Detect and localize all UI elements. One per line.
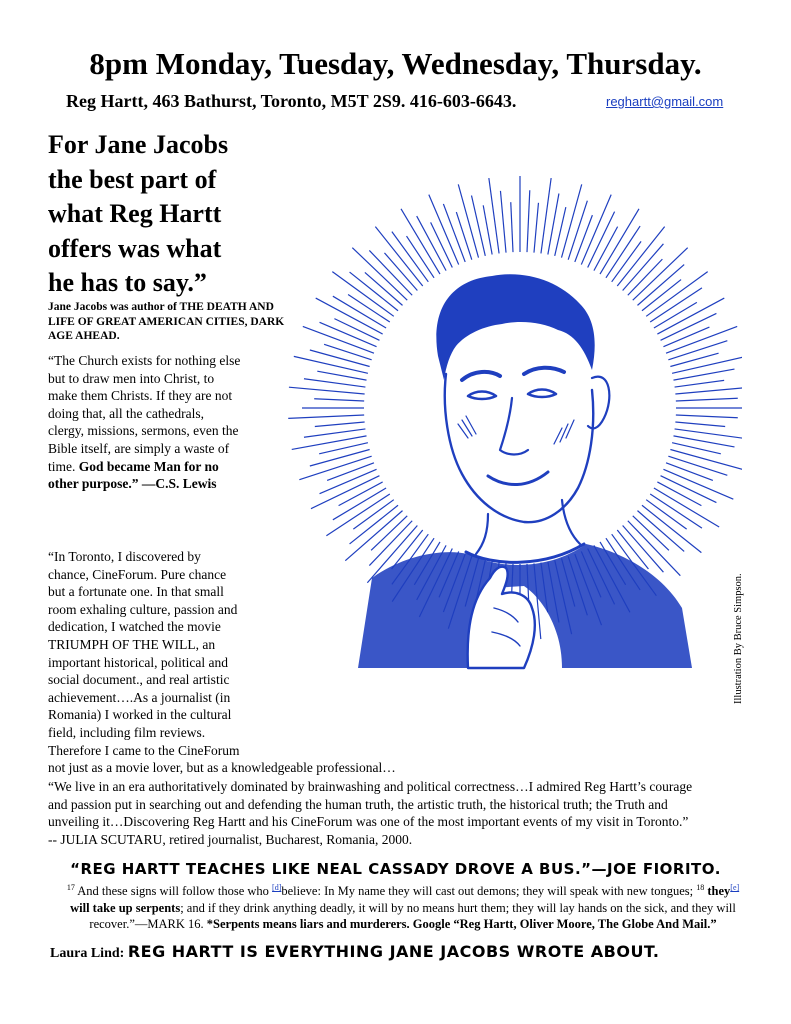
halo-ray (288, 415, 364, 418)
quote-line: what Reg Hartt (48, 199, 222, 228)
halo-ray (314, 399, 364, 401)
halo-ray (575, 215, 593, 262)
quote-line: important historical, political and (48, 654, 228, 670)
halo-ray (458, 184, 478, 257)
page-title: 8pm Monday, Tuesday, Wednesday, Thursday. (89, 46, 702, 81)
quote-line (48, 475, 263, 493)
scripture-text: recover.”—MARK 16. (89, 917, 207, 932)
halo-ray (431, 222, 453, 267)
quote-line: For Jane Jacobs (48, 130, 229, 159)
ear (588, 377, 609, 429)
scripture-text: And these signs will follow those who (74, 884, 273, 898)
halo-ray (327, 463, 374, 481)
halo-ray (289, 387, 365, 394)
halo-ray (675, 387, 742, 394)
quote-line: and passion put in searching out and defending the human truth, the artistic truth, the historical truth; the Truth and (48, 796, 668, 812)
footnote-link[interactable]: [d] (272, 882, 282, 892)
halo-ray (650, 288, 702, 322)
halo-ray (317, 371, 366, 380)
halo-ray (369, 521, 412, 566)
quote-line: chance, CineForum. Pure chance (48, 566, 227, 582)
halo-ray (483, 205, 492, 254)
halo-ray (637, 511, 684, 552)
halo-ray (675, 380, 725, 387)
scripture-note: *Serpents means liars and murderers. Google “Reg Hartt, Oliver Moore, The Globe And Mail.” (206, 917, 717, 932)
halo-ray (511, 202, 513, 252)
quote-emphasis: God became Man for no (78, 458, 219, 474)
halo-ray (456, 212, 471, 260)
brow-right (524, 368, 564, 374)
quote-line: dedication, I watched the movie (48, 619, 221, 635)
illustration-credit: Illustration By Bruce Simpson. (733, 573, 744, 704)
quote-line: Romania) I worked in the cultural (48, 707, 232, 723)
quote-line: doing that, all the cathedrals, (48, 405, 204, 421)
halo-ray (650, 494, 702, 528)
quote-line: Therefore I came to the CineForum (48, 742, 240, 758)
halo-ray (471, 195, 485, 255)
email-link[interactable]: reghartt@gmail.com (606, 94, 724, 109)
jacobs-author-note: Jane Jacobs was author of THE DEATH AND LIFE OF GREAT AMERICAN CITIES, DARK AGE AHEAD. (48, 301, 285, 342)
eye-right (528, 390, 556, 398)
fiorito-quote: “REG HARTT TEACHES LIKE NEAL CASSADY DROVE A BUS.”—JOE FIORITO. (70, 860, 721, 878)
halo-ray (315, 422, 365, 426)
quote-line: “In Toronto, I discovered by (48, 549, 201, 564)
halo-ray (666, 463, 713, 481)
eye-left (468, 392, 496, 400)
quote-line: unveiling it…Discovering Reg Hartt and his CineForum was one of the most important events of my visit in Toronto.” (48, 814, 689, 830)
halo-ray (663, 327, 709, 347)
halo-ray (668, 456, 727, 475)
halo-ray (657, 298, 724, 334)
quote-line: but to draw men into Christ, to (48, 370, 215, 386)
scripture-line (48, 916, 758, 933)
quote-text: time. (48, 458, 79, 474)
halo-ray (676, 415, 738, 418)
quote-line: the best part of (48, 164, 217, 194)
quote-line: TRIUMPH OF THE WILL, an (48, 636, 216, 652)
halo-ray (500, 191, 506, 253)
brow-left (462, 372, 500, 380)
halo-ray (292, 436, 367, 450)
halo-ray (311, 476, 379, 509)
address-line: Reg Hartt, 463 Bathurst, Toronto, M5T 2S9. 416-603-6643. (66, 91, 517, 111)
quote-line: offers was what (48, 233, 222, 263)
halo-ray (304, 379, 365, 387)
halo-ray (654, 488, 719, 527)
quote-slogan: REG HARTT IS EVERYTHING JANE JACOBS WROTE ABOUT. (127, 942, 660, 961)
quote-attribution: .” —C.S. Lewis (128, 476, 217, 492)
halo-ray (324, 344, 372, 359)
quote-line: achievement….As a journalist (in (48, 689, 231, 705)
halo-ray (672, 356, 742, 373)
quote-line: “The Church exists for nothing else (48, 353, 241, 368)
quote-emphasis: other purpose (48, 476, 129, 492)
halo-ray (304, 429, 365, 437)
halo-ray (637, 265, 684, 306)
halo-ray (668, 341, 727, 360)
halo-ray (670, 450, 742, 470)
verse-number: 17 (66, 882, 75, 892)
scripture-text: believe: In My name they will cast out demons; they will speak with new tongues; (281, 884, 697, 898)
quote-line: -- JULIA SCUTARU, retired journalist, Bucharest, Romania, 2000. (48, 831, 413, 847)
halo-ray (350, 272, 398, 311)
scripture-line (48, 900, 758, 917)
portrait-illustration (262, 108, 742, 698)
halo-ray (568, 201, 587, 260)
halo-ray (676, 398, 738, 401)
halo-ray (316, 298, 383, 334)
halo-ray (350, 505, 398, 544)
mouth (488, 472, 548, 485)
halo-ray (623, 244, 664, 291)
quote-line: he has to say.” (48, 268, 207, 297)
halo-ray (606, 226, 640, 278)
verse-number: 18 (696, 882, 705, 892)
halo-ray (600, 209, 639, 274)
quote-line: room exhaling culture, passion and (48, 601, 238, 617)
scripture-passage (48, 883, 758, 933)
halo-ray (527, 190, 530, 252)
halo-ray (369, 250, 412, 295)
halo-ray (392, 232, 428, 282)
scripture-emphasis: they (704, 884, 731, 898)
laura-lind-quote (50, 942, 660, 962)
nose (500, 398, 528, 455)
halo-ray (310, 450, 370, 466)
scutaru-quote-part2 (48, 778, 758, 848)
halo-ray (334, 319, 379, 341)
man-with-halo-icon (358, 274, 692, 668)
quote-line: social document., and real artistic (48, 672, 230, 688)
lewis-quote (48, 352, 263, 493)
quote-line: “We live in an era authoritatively dominated by brainwashing and political correctness…I admired Reg Hartt’s courage (48, 779, 693, 794)
halo-ray (401, 209, 440, 274)
quote-line: field, including film reviews. (48, 724, 206, 740)
scripture-text: ; and if they drink anything deadly, it will by no means hurt them; they will lay hands on the sick, and they will (180, 900, 736, 915)
quote-line: but a fortunate one. In that small (48, 584, 224, 600)
quote-line: make them Christs. If they are not (48, 388, 233, 404)
halo-ray (675, 422, 725, 426)
quote-line: clergy, missions, sermons, even the (48, 423, 239, 439)
scripture-line (48, 883, 758, 900)
quote-line: not just as a movie lover, but as a knowledgeable professional… (48, 760, 396, 776)
halo-ray (310, 350, 370, 366)
halo-ray (294, 356, 368, 373)
quote-line (48, 458, 263, 476)
footnote-link[interactable]: [e] (730, 882, 740, 892)
halo-ray (534, 203, 538, 253)
jacobs-headline-quote (48, 128, 288, 301)
halo-ray (562, 184, 582, 257)
quote-author: Laura Lind: (50, 946, 128, 961)
scripture-emphasis: will take up serpents (70, 900, 181, 915)
hair (436, 274, 594, 380)
quote-line: Bible itself, are simply a waste of (48, 440, 230, 456)
cheek-shading (458, 416, 574, 444)
